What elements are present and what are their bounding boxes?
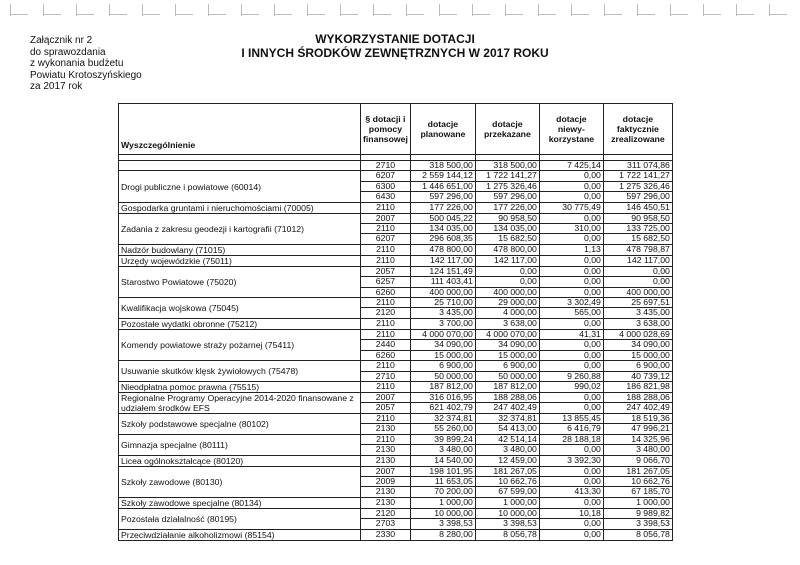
table-row xyxy=(119,466,673,476)
planned-cell: 318 500,00 xyxy=(410,161,475,171)
unused-cell: 0,00 xyxy=(539,277,603,287)
scan-tick xyxy=(10,14,28,15)
transferred-cell: 247 402,49 xyxy=(475,403,539,414)
scan-tick xyxy=(703,14,721,15)
description-cell: Pozostała działalność (80195) xyxy=(119,508,361,529)
transferred-cell: 3 398,53 xyxy=(475,519,539,529)
scan-tick xyxy=(340,14,358,15)
planned-cell: 15 000,00 xyxy=(410,350,475,360)
planned-cell: 32 374,81 xyxy=(410,413,475,423)
header-planned: dotacje planowane xyxy=(410,104,475,155)
realized-cell: 0,00 xyxy=(603,266,672,276)
scan-tick xyxy=(604,14,622,15)
unused-cell: 0,00 xyxy=(539,361,603,371)
planned-cell: 55 260,00 xyxy=(410,424,475,434)
realized-cell: 9 989,82 xyxy=(603,508,672,518)
annex-line: z wykonania budżetu xyxy=(30,58,124,69)
transferred-cell: 177 226,00 xyxy=(475,202,539,213)
unused-cell: 0,00 xyxy=(539,171,603,181)
realized-cell: 3 480,00 xyxy=(603,445,672,455)
paragraph-cell: 2130 xyxy=(361,424,411,434)
unused-cell: 0,00 xyxy=(539,318,603,329)
planned-cell: 134 035,00 xyxy=(410,224,475,234)
planned-cell: 124 151,49 xyxy=(410,266,475,276)
unused-cell: 0,00 xyxy=(539,234,603,244)
paragraph-cell: 2110 xyxy=(361,244,411,255)
scan-tick xyxy=(208,14,226,15)
planned-cell: 70 200,00 xyxy=(410,487,475,497)
transferred-cell: 15 682,50 xyxy=(475,234,539,244)
transferred-cell: 400 000,00 xyxy=(475,287,539,297)
table-row xyxy=(119,392,673,403)
paragraph-cell: 2110 xyxy=(361,413,411,423)
planned-cell: 187 812,00 xyxy=(410,381,475,392)
description-cell: Regionalne Programy Operacyjne 2014-2020 finansowane z udziałem środków EFS xyxy=(119,392,361,413)
planned-cell: 400 000,00 xyxy=(410,287,475,297)
scan-tick xyxy=(505,14,523,15)
paragraph-cell: 2130 xyxy=(361,455,411,466)
realized-cell: 4 000 028,69 xyxy=(603,329,672,339)
description-cell: Zadania z zakresu geodezji i kartografii (71012) xyxy=(119,213,361,244)
planned-cell: 177 226,00 xyxy=(410,202,475,213)
table-row xyxy=(119,161,673,171)
table-row xyxy=(119,171,673,181)
realized-cell: 15 682,50 xyxy=(603,234,672,244)
table-row xyxy=(119,213,673,223)
paragraph-cell: 2110 xyxy=(361,298,411,308)
transferred-cell: 142 117,00 xyxy=(475,255,539,266)
paragraph-cell: 2710 xyxy=(361,161,411,171)
unused-cell: 413,30 xyxy=(539,487,603,497)
transferred-cell: 4 000,00 xyxy=(475,308,539,318)
description-cell: Komendy powiatowe straży pożarnej (75411) xyxy=(119,329,361,360)
paragraph-cell: 2110 xyxy=(361,224,411,234)
transferred-cell: 15 000,00 xyxy=(475,350,539,360)
unused-cell: 41,31 xyxy=(539,329,603,339)
paragraph-cell: 2330 xyxy=(361,529,411,540)
transferred-cell: 478 800,00 xyxy=(475,244,539,255)
unused-cell: 0,00 xyxy=(539,340,603,350)
description-cell: Drogi publiczne i powiatowe (60014) xyxy=(119,171,361,202)
transferred-cell: 54 413,00 xyxy=(475,424,539,434)
realized-cell: 133 725,00 xyxy=(603,224,672,234)
planned-cell: 296 608,35 xyxy=(410,234,475,244)
planned-cell: 3 398,53 xyxy=(410,519,475,529)
planned-cell: 1 000,00 xyxy=(410,497,475,508)
paragraph-cell: 2110 xyxy=(361,361,411,371)
realized-cell: 142 117,00 xyxy=(603,255,672,266)
realized-cell: 10 662,76 xyxy=(603,476,672,486)
scan-tick xyxy=(571,14,589,15)
realized-cell: 1 000,00 xyxy=(603,497,672,508)
paragraph-cell: 2007 xyxy=(361,466,411,476)
unused-cell: 0,00 xyxy=(539,476,603,486)
planned-cell: 2 559 144,12 xyxy=(410,171,475,181)
realized-cell: 15 000,00 xyxy=(603,350,672,360)
unused-cell: 3 302,49 xyxy=(539,298,603,308)
transferred-cell: 1 722 141,27 xyxy=(475,171,539,181)
transferred-cell: 1 000,00 xyxy=(475,497,539,508)
unused-cell: 0,00 xyxy=(539,287,603,297)
paragraph-cell: 2120 xyxy=(361,308,411,318)
transferred-cell: 134 035,00 xyxy=(475,224,539,234)
realized-cell: 40 739,12 xyxy=(603,371,672,381)
realized-cell: 3 435,00 xyxy=(603,308,672,318)
paragraph-cell: 2710 xyxy=(361,371,411,381)
unused-cell: 3 392,30 xyxy=(539,455,603,466)
scan-tick xyxy=(406,14,424,15)
description-cell: Kwalifikacja wojskowa (75045) xyxy=(119,298,361,319)
realized-cell: 186 821,98 xyxy=(603,381,672,392)
paragraph-cell: 2703 xyxy=(361,519,411,529)
paragraph-cell: 2007 xyxy=(361,392,411,403)
paragraph-cell: 2057 xyxy=(361,266,411,276)
transferred-cell: 318 500,00 xyxy=(475,161,539,171)
description-cell: Gospodarka gruntami i nieruchomościami (70005) xyxy=(119,202,361,213)
scan-tick xyxy=(109,14,127,15)
table-row xyxy=(119,255,673,266)
unused-cell: 28 188,18 xyxy=(539,434,603,444)
table-row xyxy=(119,497,673,508)
description-cell: Urzędy wojewódzkie (75011) xyxy=(119,255,361,266)
transferred-cell: 187 812,00 xyxy=(475,381,539,392)
planned-cell: 478 800,00 xyxy=(410,244,475,255)
realized-cell: 6 900,00 xyxy=(603,361,672,371)
scan-edge-marks xyxy=(0,0,800,18)
unused-cell: 0,00 xyxy=(539,392,603,403)
subsidies-table xyxy=(118,103,673,541)
unused-cell: 7 425,14 xyxy=(539,161,603,171)
planned-cell: 8 280,00 xyxy=(410,529,475,540)
planned-cell: 34 090,00 xyxy=(410,340,475,350)
unused-cell: 565,00 xyxy=(539,308,603,318)
transferred-cell: 8 056,78 xyxy=(475,529,539,540)
realized-cell: 25 697,51 xyxy=(603,298,672,308)
scan-tick xyxy=(637,14,655,15)
transferred-cell: 42 514,14 xyxy=(475,434,539,444)
planned-cell: 14 540,00 xyxy=(410,455,475,466)
transferred-cell: 90 958,50 xyxy=(475,213,539,223)
transferred-cell: 10 662,76 xyxy=(475,476,539,486)
realized-cell: 181 267,05 xyxy=(603,466,672,476)
paragraph-cell: 2110 xyxy=(361,202,411,213)
scan-tick xyxy=(769,14,787,15)
realized-cell: 3 638,00 xyxy=(603,318,672,329)
transferred-cell: 10 000,00 xyxy=(475,508,539,518)
paragraph-cell: 2110 xyxy=(361,329,411,339)
transferred-cell: 29 000,00 xyxy=(475,298,539,308)
realized-cell: 8 056,78 xyxy=(603,529,672,540)
scan-tick xyxy=(175,14,193,15)
table-row xyxy=(119,202,673,213)
description-cell xyxy=(119,161,361,171)
unused-cell: 10,18 xyxy=(539,508,603,518)
transferred-cell: 67 599,00 xyxy=(475,487,539,497)
annex-line: za 2017 rok xyxy=(30,81,83,92)
realized-cell: 478 798,87 xyxy=(603,244,672,255)
unused-cell: 6 416,79 xyxy=(539,424,603,434)
scan-tick xyxy=(670,14,688,15)
planned-cell: 597 296,00 xyxy=(410,192,475,202)
table-row xyxy=(119,381,673,392)
unused-cell: 0,00 xyxy=(539,266,603,276)
paragraph-cell: 6257 xyxy=(361,277,411,287)
description-cell: Nadzór budowlany (71015) xyxy=(119,244,361,255)
planned-cell: 4 000 070,00 xyxy=(410,329,475,339)
transferred-cell: 0,00 xyxy=(475,277,539,287)
transferred-cell: 597 296,00 xyxy=(475,192,539,202)
annex-line: Powiatu Krotoszyńskiego xyxy=(30,69,142,81)
description-cell: Pozostałe wydatki obronne (75212) xyxy=(119,318,361,329)
unused-cell: 0,00 xyxy=(539,181,603,191)
planned-cell: 3 700,00 xyxy=(410,318,475,329)
description-cell: Szkoły zawodowe (80130) xyxy=(119,466,361,497)
realized-cell: 311 074,86 xyxy=(603,161,672,171)
realized-cell: 400 000,00 xyxy=(603,287,672,297)
scan-tick xyxy=(142,14,160,15)
unused-cell: 0,00 xyxy=(539,519,603,529)
table-row xyxy=(119,318,673,329)
description-cell: Usuwanie skutków klęsk żywiołowych (75478) xyxy=(119,361,361,382)
scan-tick xyxy=(76,14,94,15)
header-realized: dotacje faktycznie zrealizowane xyxy=(603,104,672,155)
unused-cell: 9 260,88 xyxy=(539,371,603,381)
paragraph-cell: 6430 xyxy=(361,192,411,202)
planned-cell: 25 710,00 xyxy=(410,298,475,308)
unused-cell: 0,00 xyxy=(539,403,603,414)
paragraph-cell: 6207 xyxy=(361,234,411,244)
table-row xyxy=(119,434,673,444)
paragraph-cell: 2130 xyxy=(361,445,411,455)
scan-tick xyxy=(373,14,391,15)
scan-tick xyxy=(472,14,490,15)
description-cell: Przeciwdziałanie alkoholizmowi (85154) xyxy=(119,529,361,540)
transferred-cell: 3 638,00 xyxy=(475,318,539,329)
table-row xyxy=(119,329,673,339)
table-row xyxy=(119,413,673,423)
transferred-cell: 12 459,00 xyxy=(475,455,539,466)
transferred-cell: 3 480,00 xyxy=(475,445,539,455)
transferred-cell: 4 000 070,00 xyxy=(475,329,539,339)
planned-cell: 6 900,00 xyxy=(410,361,475,371)
planned-cell: 3 435,00 xyxy=(410,308,475,318)
paragraph-cell: 2110 xyxy=(361,381,411,392)
planned-cell: 111 403,41 xyxy=(410,277,475,287)
description-cell: Gimnazja specjalne (80111) xyxy=(119,434,361,455)
description-cell: Nieodpłatna pomoc prawna (75515) xyxy=(119,381,361,392)
realized-cell: 14 325,96 xyxy=(603,434,672,444)
planned-cell: 500 045,22 xyxy=(410,213,475,223)
unused-cell: 0,00 xyxy=(539,529,603,540)
realized-cell: 1 722 141,27 xyxy=(603,171,672,181)
annex-note xyxy=(30,35,142,93)
paragraph-cell: 2440 xyxy=(361,340,411,350)
unused-cell: 0,00 xyxy=(539,255,603,266)
header-description: Wyszczególnienie xyxy=(119,104,361,155)
realized-cell: 146 450,51 xyxy=(603,202,672,213)
paragraph-cell: 6260 xyxy=(361,350,411,360)
annex-line: Załącznik nr 2 xyxy=(30,35,93,46)
realized-cell: 247 402,49 xyxy=(603,403,672,414)
planned-cell: 11 653,05 xyxy=(410,476,475,486)
paragraph-cell: 2110 xyxy=(361,318,411,329)
unused-cell: 0,00 xyxy=(539,213,603,223)
paragraph-cell: 2130 xyxy=(361,487,411,497)
realized-cell: 0,00 xyxy=(603,277,672,287)
planned-cell: 1 446 651,00 xyxy=(410,181,475,191)
realized-cell: 9 066,70 xyxy=(603,455,672,466)
annex-line: do sprawozdania xyxy=(30,46,106,58)
scan-tick xyxy=(241,14,259,15)
paragraph-cell: 2110 xyxy=(361,255,411,266)
unused-cell: 0,00 xyxy=(539,350,603,360)
planned-cell: 621 402,79 xyxy=(410,403,475,414)
realized-cell: 3 398,53 xyxy=(603,519,672,529)
planned-cell: 39 899,24 xyxy=(410,434,475,444)
paragraph-cell: 2007 xyxy=(361,213,411,223)
paragraph-cell: 2130 xyxy=(361,497,411,508)
transferred-cell: 6 900,00 xyxy=(475,361,539,371)
transferred-cell: 1 275 326,46 xyxy=(475,181,539,191)
planned-cell: 3 480,00 xyxy=(410,445,475,455)
scan-tick xyxy=(538,14,556,15)
realized-cell: 597 296,00 xyxy=(603,192,672,202)
title-line-2: I INNYCH ŚRODKÓW ZEWNĘTRZNYCH W 2017 ROKU xyxy=(241,46,549,60)
scan-tick xyxy=(274,14,292,15)
planned-cell: 142 117,00 xyxy=(410,255,475,266)
table-row xyxy=(119,266,673,276)
scan-tick xyxy=(439,14,457,15)
paragraph-cell: 2009 xyxy=(361,476,411,486)
scan-tick xyxy=(43,14,61,15)
realized-cell: 18 519,36 xyxy=(603,413,672,423)
realized-cell: 47 996,21 xyxy=(603,424,672,434)
scan-tick xyxy=(736,14,754,15)
description-cell: Szkoły zawodowe specjalne (80134) xyxy=(119,497,361,508)
table-row xyxy=(119,508,673,518)
planned-cell: 316 016,95 xyxy=(410,392,475,403)
header-unused: dotacje niewy-korzystane xyxy=(539,104,603,155)
paragraph-cell: 2120 xyxy=(361,508,411,518)
paragraph-cell: 6260 xyxy=(361,287,411,297)
table-body xyxy=(119,155,673,541)
transferred-cell: 32 374,81 xyxy=(475,413,539,423)
table-row xyxy=(119,298,673,308)
transferred-cell: 181 267,05 xyxy=(475,466,539,476)
unused-cell: 990,02 xyxy=(539,381,603,392)
unused-cell: 0,00 xyxy=(539,497,603,508)
table-row xyxy=(119,529,673,540)
table-row xyxy=(119,361,673,371)
unused-cell: 0,00 xyxy=(539,445,603,455)
document-title xyxy=(200,32,590,60)
unused-cell: 30 775,49 xyxy=(539,202,603,213)
planned-cell: 50 000,00 xyxy=(410,371,475,381)
realized-cell: 1 275 326,46 xyxy=(603,181,672,191)
paragraph-cell: 6207 xyxy=(361,171,411,181)
unused-cell: 0,00 xyxy=(539,466,603,476)
realized-cell: 34 090,00 xyxy=(603,340,672,350)
transferred-cell: 50 000,00 xyxy=(475,371,539,381)
realized-cell: 188 288,06 xyxy=(603,392,672,403)
transferred-cell: 34 090,00 xyxy=(475,340,539,350)
table-header-row xyxy=(119,104,673,155)
unused-cell: 13 855,45 xyxy=(539,413,603,423)
transferred-cell: 0,00 xyxy=(475,266,539,276)
planned-cell: 10 000,00 xyxy=(410,508,475,518)
description-cell: Starostwo Powiatowe (75020) xyxy=(119,266,361,297)
paragraph-cell: 2057 xyxy=(361,403,411,414)
scan-tick xyxy=(307,14,325,15)
header-paragraph: § dotacji i pomocy finansowej xyxy=(361,104,411,155)
planned-cell: 198 101,95 xyxy=(410,466,475,476)
description-cell: Szkoły podstawowe specjalne (80102) xyxy=(119,413,361,434)
realized-cell: 90 958,50 xyxy=(603,213,672,223)
header-transferred: dotacje przekazane xyxy=(475,104,539,155)
paragraph-cell: 2110 xyxy=(361,434,411,444)
unused-cell: 1,13 xyxy=(539,244,603,255)
table-row xyxy=(119,244,673,255)
unused-cell: 310,00 xyxy=(539,224,603,234)
realized-cell: 67 185,70 xyxy=(603,487,672,497)
title-line-1: WYKORZYSTANIE DOTACJI xyxy=(315,32,475,46)
unused-cell: 0,00 xyxy=(539,192,603,202)
description-cell: Licea ogólnokształcące (80120) xyxy=(119,455,361,466)
table-row xyxy=(119,455,673,466)
paragraph-cell: 6300 xyxy=(361,181,411,191)
transferred-cell: 188 288,06 xyxy=(475,392,539,403)
